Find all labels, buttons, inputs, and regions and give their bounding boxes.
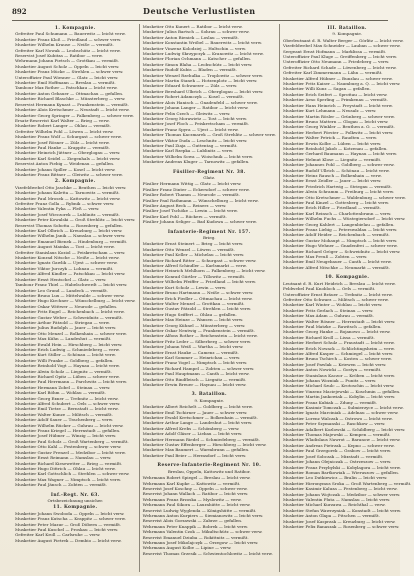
casualty-entry: Musketier Fritz Kaiser — Naumburg a. Q. — leicht verw. — [282, 81, 401, 87]
casualty-entry: Musketier Franz Kloß — Friedland — schwer verw. — [15, 36, 122, 42]
casualty-entry: Musketier Oskar Wittwer — Neurode — gefallen. — [15, 303, 118, 309]
section-gap — [143, 225, 276, 228]
section-heading: 3. Bataillon. — [191, 392, 227, 398]
casualty-entry: Musketier Otto Wenzel — Löwen — vermißt. — [142, 246, 235, 252]
casualty-entry: Musketier Alois Hanisch — Gnadenfeld — schwer verw. — [142, 99, 258, 105]
casualty-entry: Reservist Ludwig Wyglenda — Königshütte — vermißt. — [142, 507, 257, 513]
casualty-entry: Musketier Michael Kurzawa — Reichthal — verw. — [282, 502, 386, 508]
casualty-entry: Musketier Paul Kuschel — Proskau — leicht verw. — [15, 526, 119, 532]
casualty-entry: Musketier Kurt Stiller — Schönau — leicht verw. — [15, 352, 116, 358]
casualty-entry: Musketier Vinzenz Kolodziej — Hultschin — verw. — [142, 45, 247, 51]
casualty-entry: Feldwebel Paul Knobloch — Oels — vermißt. — [282, 286, 376, 292]
casualty-entry: Musketier Arthur Pätzold — Striegau — verw. — [15, 319, 111, 325]
casualty-entry: Musketier Alwin Scholz — Liegnitz — vermißt. — [15, 368, 112, 374]
casualty-entry: Musketier Johann Olejniczak — Ostrzeszow — verw. — [282, 459, 392, 465]
casualty-entry: Musketier Wladislaus Nawrot — Baranow — leicht verw. — [282, 437, 401, 443]
casualty-entry: Musketier Alfred Kindler — Patschkau — leicht verw. — [15, 271, 126, 277]
casualty-entry: Wehrmann Valentin Czok — Mikultschütz — schwer verw. — [142, 529, 263, 535]
casualty-entry: Musketier Robert Adamczyk — Kosel — vermißt. — [142, 94, 244, 100]
casualty-entry: Musketier Karl Winter — Wohlau — leicht verw. — [282, 302, 383, 308]
casualty-entry: Musketier Konstantin Wróbel — Bauerwitz — leicht verw. — [142, 40, 263, 46]
casualty-entry: Musketier Vinzenz Maciejewski — Koschmin — gefallen. — [282, 388, 401, 394]
casualty-entry: Musketier Max Kühn — Landeshut — vermißt. — [15, 336, 112, 342]
casualty-entry: Musketier Erich Seifert — Sprottau — leicht verw. — [282, 91, 388, 97]
section-heading: Füsilier-Regiment Nr. 38. — [172, 169, 246, 175]
casualty-entry: Musketier Karl Sommer — Heinrichau — verw. — [142, 354, 241, 360]
casualty-entry: Musketier Max Baumert — Warmbrunn — gefallen. — [142, 447, 250, 453]
casualty-entry: Musketier Alwin Schramm — Freiburg — leicht verw. — [282, 189, 395, 195]
casualty-entry: Musketier Reinhold Vogt — Haynau — leicht verw. — [15, 363, 120, 369]
column-right — [279, 24, 414, 572]
casualty-entry: Musketier Karl Reinsch — Charlottenbrunn — verw. — [282, 210, 392, 216]
casualty-entry: Reservist Anton Fiebig — Weidenau — gefallen. — [15, 161, 115, 167]
casualty-entry: Musketier Felix Banaszak — Rosenberg — schwer verw. — [282, 523, 400, 529]
running-title: Deutsche Verlustlisten — [143, 6, 256, 16]
casualty-entry: Musketier Josef Pawlak — Kriewen — leicht verw. — [282, 361, 387, 367]
casualty-entry: Musketier Georg Exner — Trebnitz — leicht verw. — [15, 395, 119, 401]
casualty-entry: Musketier Josef Rösner — Zülz — leicht verw. — [15, 139, 110, 145]
casualty-entry: Musketier Gustav Effenberger — Hirschberg — leicht verw. — [142, 442, 267, 448]
section-heading: 1. Kompagnie. — [54, 26, 96, 31]
casualty-entry: Musketier Georg Springer — Falkenberg — schwer verw. — [15, 112, 134, 118]
casualty-entry: Musketier Wilhelm Sowa — Woischnik — leicht verw. — [142, 153, 254, 159]
casualty-entry: Gefreiter Wilhelm Pohl — Löwen — leicht verw. — [15, 128, 114, 134]
casualty-entry: Musketier Johann Swoboda — Oppeln — leicht verw. — [15, 510, 125, 516]
casualty-entry: Musketier Viktor Jurczyk — Lohnau — vermißt. — [15, 265, 114, 271]
casualty-entry: Musketier Erich Nowack — Schlichtingsheim — verw. — [282, 345, 395, 351]
casualty-entry: Ersatz-Reservist Karl Walter — Brieg — verw. — [15, 117, 110, 123]
casualty-entry: Musketier Erwin Kolbe — Lüben — leicht verw. — [282, 140, 382, 146]
section-subheading: 9. Kompagnie. — [332, 31, 363, 37]
casualty-entry: Musketier Alfred Krebs — Schömberg — verw. — [142, 425, 240, 431]
casualty-entry: Gefreiter Karl Kroll — Carlsruhe — verw. — [15, 532, 101, 538]
casualty-entry: Reservist Thomas Grzesik — Schwientochlowitz — leicht verw. — [142, 550, 273, 556]
casualty-entry: Musketier Hugo Wehner — Gnadenfrei — schwer verw. — [282, 243, 398, 249]
casualty-entry: Musketier Leo Grund — Landeck — vermißt. — [15, 287, 109, 293]
casualty-entry: Musketier Ernst Hentschel — Glatz — verw. — [15, 276, 107, 282]
casualty-entry: Musketier Josef Wieczorek — Lublinitz — vermißt. — [15, 211, 120, 217]
casualty-entry: Musketier Bruno Mattern — Glogau — leicht verw. — [282, 118, 389, 124]
casualty-entry: Reservist Johann Wallach — Ratibor — leicht verw. — [142, 491, 249, 497]
casualty-entry: Musketier Franz Vogel — Nimptsch — leicht verw. — [142, 360, 248, 366]
casualty-entry: Musketier Franz Liebig — Peterswaldau — leicht verw. — [282, 227, 398, 233]
casualty-entry: Musketier Paul Hauptmann — Canth — leicht verw. — [142, 371, 250, 377]
text-columns — [12, 24, 412, 572]
page-number: 892 — [12, 7, 27, 16]
casualty-entry: Musketier Heinrich Jüttner — Oberglogau — verw. — [15, 150, 121, 156]
casualty-entry: Musketier Peter Szymanski — Raschkow — verw. — [282, 421, 386, 427]
casualty-entry: Gefreiter Karl Zimmermann — Lähn — vermißt. — [282, 70, 383, 76]
casualty-entry: Wehrmann August Kolbe — Lipine — verw. — [142, 545, 232, 551]
casualty-entry: Musketier Alois Kretschmer — Neustadt — leicht verw. — [15, 107, 130, 113]
casualty-entry: Musketier Max Adam — Guhrau — vermißt. — [282, 313, 375, 319]
casualty-entry: Musketier Franz Kubiak — Zduny — vermißt. — [282, 399, 378, 405]
casualty-entry: Gefreiter Otto Schwarz — Militsch — schwer verw. — [282, 296, 389, 302]
casualty-entry: Musketier Bruno Hartmann — Neiße — schwer verw. — [142, 290, 254, 296]
section-gap — [143, 387, 276, 390]
section-subheading: Breslau, Oppeln, Kattowitz und Ratibor. — [167, 468, 251, 474]
casualty-entry: Musketier Eduard Schwarzer — Zülz — verw. — [142, 83, 238, 89]
casualty-entry: Musketier Ernst Reimann — Namslau — verw. — [15, 455, 112, 461]
casualty-entry: Reservist Alois Gorzawski — Zabrze — gefallen. — [142, 518, 243, 524]
casualty-entry: Musketier Hans Heinrich — Freystadt — leicht verw. — [282, 102, 393, 108]
casualty-entry: Musketier Lorenz Walczak — Ostrowo — leicht verw. — [282, 415, 393, 421]
casualty-entry: Musketier Fritz Gerlach — Steinau — verw. — [282, 307, 374, 313]
casualty-entry: Musketier Peter Mazur — Groß Döbern — vermißt. — [15, 521, 122, 527]
casualty-entry: Musketier Josef Ploch — Peiskretscham — vermißt. — [142, 121, 250, 127]
casualty-entry: Musketier Thomas Kaczmarek — Groß Strehlitz — schwer verw. — [142, 132, 276, 138]
casualty-entry: Musketier Georg Kahlert — Langenbielau — gefallen. — [282, 221, 395, 227]
casualty-entry: Musketier Andreas Kluger — Tarnowitz — gefallen. — [142, 159, 250, 165]
casualty-entry: Musketier Erwin Breuer — Haynau — leicht verw. — [142, 382, 247, 387]
casualty-entry: Musketier Emil Neugebauer — Canth — leicht verw. — [282, 259, 392, 265]
casualty-entry: Füsilier August Beck — Reinerz — verw. — [142, 203, 227, 208]
casualty-entry: Musketier Bruno Lux — Mittelwalde — schwer verw. — [15, 292, 125, 298]
casualty-entry: Musketier Richard Opitz — Lüben — schwer verw. — [15, 374, 120, 379]
casualty-entry: Oberleutnant d. R. Walter Berger — Görlitz — leicht verw. — [282, 37, 404, 43]
casualty-entry: Musketier Stanislaus Kaczor — Kröben — leicht verw. — [282, 372, 396, 378]
casualty-entry: Musketier Hermann Zobel — Steinau — verw. — [15, 384, 111, 390]
section-subheading: Glatz. — [203, 174, 216, 180]
section-subheading: 9. Kompagnie. — [194, 397, 225, 403]
casualty-entry: Musketier Franz Kriegel — Herrnstadt — gefallen. — [15, 428, 121, 434]
casualty-entry: Musketier Max Wagner — Nimptsch — leicht verw. — [15, 476, 122, 482]
casualty-entry: Musketier Adolf Sauer — Trachenberg — verw. — [15, 417, 114, 423]
casualty-entry: Musketier Peter Kowalski — Groß Strehlitz — leicht verw. — [15, 217, 136, 223]
casualty-entry: Musketier Georg Hanke — Bojanowo — leicht verw. — [282, 329, 391, 335]
section-heading: Reserve-Infanterie-Regiment Nr. 10. — [157, 463, 262, 469]
casualty-entry: Musketier Martin Stanek — Hotzenplotz — leicht verw. — [142, 78, 258, 84]
casualty-entry: Füsilier Hermann Wittig — Glatz — leicht verw. — [142, 181, 242, 187]
casualty-entry: Musketier Walter Kunze — Militsch — vermißt. — [15, 411, 113, 417]
casualty-entry: Musketier Konrad Gürtler — Tillowitz — vermißt. — [142, 273, 246, 279]
casualty-entry: Musketier Kasimir Tomczak — Sulmierzyce — leicht verw. — [282, 405, 404, 411]
casualty-entry: Musketier August Mainka — Tost — leicht verw. — [15, 244, 115, 250]
casualty-entry: Füsilier Franz Dinter — Eckersdorf — schwer verw. — [142, 186, 250, 192]
casualty-entry: Musketier Johann Langer — Ratibor — leicht verw. — [142, 105, 249, 111]
casualty-entry: Musketier Franz Wolf — Schurgast — schwer verw. — [15, 134, 122, 140]
casualty-entry: Füsilier Johann Seliger — Bad Kudowa — schwer verw. — [142, 219, 257, 225]
casualty-entry: Musketier Adolf Heider — Reichenbach — vermißt. — [282, 232, 390, 238]
casualty-entry: Sergeant Ernst Hofmann — Marklissa — vermißt. — [282, 48, 387, 54]
casualty-entry: Musketier Hermann Riedel — Schmiedeberg — vermißt. — [142, 436, 261, 442]
casualty-entry: Musketier Konrad Nitsche — Neiße — leicht verw. — [15, 255, 120, 261]
casualty-entry: Musketier Kasimir Kaluza — Festenberg — leicht verw. — [282, 486, 398, 492]
casualty-entry: Musketier Herbert Schulz — Fraustadt — leicht verw. — [282, 340, 395, 346]
casualty-entry: Wehrmann Josef Mikolajczyk — Orzegow — leicht verw. — [142, 539, 259, 545]
casualty-entry: Musketier Friedrich Hartwig — Striegau — vermißt. — [282, 183, 392, 189]
casualty-entry: Musketier Gustav Mohaupt — Nimptsch — leicht verw. — [282, 237, 398, 243]
casualty-entry: Musketier Fritz Leder — Silberberg — schwer verw. — [142, 338, 252, 344]
section-gap — [283, 270, 411, 273]
casualty-entry: Musketier Robert Langer — Ohlau — vermißt. — [15, 123, 112, 129]
casualty-entry: Musketier Georg Winkler — Beuthen a. O. — vermißt. — [282, 124, 395, 130]
casualty-entry: Wehrmann Anton Kurpiers — Siemianowitz — leicht verw. — [142, 512, 264, 518]
casualty-entry: Musketier Walter Rösner — Herrnstadt — leicht verw. — [282, 318, 396, 324]
section-heading: 2. Kompagnie. — [54, 179, 96, 185]
casualty-entry: Musketier Karl Olbrich — Kreuzburg — leicht verw. — [15, 228, 123, 234]
casualty-entry: Musketier Heinz Rausch — Bolkenhain — verw. — [282, 172, 382, 178]
casualty-entry: Musketier Otto Rindfleisch — Liegnitz — vermißt. — [142, 376, 247, 382]
casualty-entry: Musketier Paul Hanke — Krappitz — vermißt. — [15, 144, 111, 150]
casualty-entry: Musketier Paul Scholz — Groß Wartenberg — vermißt. — [15, 438, 129, 444]
casualty-entry: Musketier Gustav Pätzold — Strehlen — leicht verw. — [142, 306, 252, 312]
casualty-entry: Reservist Hermann Kynast — Frankenstein — vermißt. — [15, 101, 129, 107]
casualty-entry: Musketier Ignatz Gawlik — Ujest — schwer verw. — [15, 260, 118, 266]
section-heading: Infanterie-Regiment Nr. 157. — [167, 229, 251, 235]
casualty-entry: Musketier Richard Ritter — Schurgast — schwer verw. — [142, 257, 257, 263]
column-middle — [139, 24, 279, 572]
casualty-entry: Musketier Paul Matzke — Rawitsch — gefallen. — [282, 323, 382, 329]
casualty-entry: Musketier Ewald Hein — Hirschberg — leicht verw. — [15, 341, 123, 347]
casualty-entry: Musketier Richard Gröger — Schweidnitz — leicht verw. — [282, 248, 401, 254]
section-gap — [143, 165, 276, 168]
casualty-entry: Musketier Walter Petrick — Raudten — verw. — [282, 135, 378, 141]
casualty-entry: Musketier Gustav Weber — Schweidnitz — vermißt. — [15, 314, 123, 320]
casualty-entry: Musketier Stefan Wawrzyniak — Konstadt — leicht verw. — [282, 507, 402, 513]
casualty-entry: Musketier Ernst Zeidler — Jauer — leicht verw. — [282, 178, 382, 184]
casualty-entry: Musketier Walter Menzel — Grottkau — vermißt. — [142, 300, 245, 306]
casualty-entry: Musketier Hugo Dittrich — Ohlau — leicht verw. — [15, 465, 116, 471]
casualty-entry: Musketier Heinrich Mehlhorn — Falkenberg — leicht verw. — [142, 268, 266, 274]
casualty-entry: Unteroffizier Ernst Bräuer — Trebnitz — leicht verw. — [282, 291, 393, 297]
casualty-entry: Musketier Kurt Lehmann — Neusalz — verw. — [282, 108, 377, 114]
casualty-entry: Vizefeldwebel Otto Jaschke — Beuthen — leicht verw. — [15, 184, 127, 190]
casualty-entry: Musketier Alfred Hübner — Bunzlau — schwer verw. — [282, 75, 393, 81]
casualty-entry: Musketier Arthur Lange — Landeshut — leicht verw. — [142, 420, 253, 426]
casualty-entry: Musketier Wenzel Rzehulka — Troplowitz — schwer verw. — [142, 72, 264, 78]
casualty-entry: Musketier Karl Böhm — Wohlau — vermißt. — [15, 390, 106, 396]
casualty-entry: Musketier Valentin Pluta — Namslau — leicht verw. — [282, 496, 391, 502]
casualty-entry: Musketier Georg Kühnel — Münsterberg — verw. — [142, 322, 246, 328]
casualty-entry: Musketier Wilhelm Rücker — Guhrau — leicht verw. — [15, 422, 124, 428]
casualty-entry: Leutnant d. R. Kurt Heidrich — Breslau — leicht verw. — [282, 280, 396, 286]
casualty-entry: Musketier Johann Wozniak — Punitz — verw. — [282, 378, 377, 383]
casualty-entry: Musketier Paul Ziaja — Guttentag — vermißt. — [142, 142, 238, 148]
casualty-entry: Gefreiter Richard Schade — Löwenberg — leicht verw. — [282, 64, 397, 70]
casualty-entry: Reservist Josef Koschny — Oppeln — schwer verw. — [142, 485, 248, 491]
casualty-entry: Musketier Oskar Nentwig — Frankenstein — vermißt. — [142, 327, 255, 333]
casualty-entry: Musketier Karl Seidel — Ziegenhals — leicht verw. — [15, 155, 121, 161]
casualty-entry: Füsilier Paul Rathmann — Wünschelburg — leicht verw. — [142, 197, 259, 203]
casualty-entry: Musketier Franz Spyra — Ujest — leicht verw. — [142, 126, 239, 132]
page-header — [12, 6, 388, 18]
casualty-entry: Musketier Wilhelm Pfeiffer — Friedland — leicht verw. — [142, 279, 257, 285]
casualty-entry: Musketier Anton Nowicki — Gostyn — vermißt. — [282, 367, 382, 373]
casualty-entry: Gefreiter Stanislaus Koziol — Peiskretscham — verw. — [15, 249, 126, 255]
casualty-entry: Musketier Josef Kasprzak — Kreuzburg — leicht verw. — [282, 518, 396, 524]
casualty-entry: Musketier Richard Kiesewetter — Brieg — vermißt. — [15, 460, 123, 466]
casualty-entry: Musketier Ludwig Skrzypczyk — Kranowitz — leicht verw. — [142, 51, 264, 57]
casualty-entry: Musketier Michael Szulc — Krotoschin — leicht verw. — [282, 383, 395, 389]
casualty-entry: Musketier Anton Glapa — Pitschen — vermißt. — [282, 513, 380, 519]
casualty-entry: Musketier Ewald Kretschmer — Bolkenhain — vermißt. — [142, 415, 258, 421]
casualty-entry: Musketier Franz Mücke — Strehlen — schwer verw. — [15, 69, 124, 75]
casualty-entry: Musketier Martin Jankowiak — Kobylin — leicht verw. — [282, 394, 396, 400]
casualty-entry: Musketier Johann Kaletta — Tarnowitz — vermißt. — [15, 190, 120, 196]
casualty-entry: Musketier Paul Keller — Michelau — leicht verw. — [142, 252, 245, 258]
casualty-entry: Musketier Martin Rösler — Grünberg — schwer verw. — [282, 113, 395, 119]
casualty-entry: Musketier Hugo Seiffert — Ohlau — gefallen. — [142, 311, 237, 317]
casualty-entry: Musketier Wilhelm Janik — Namslau — schwer verw. — [15, 233, 126, 239]
casualty-entry: Musketier Anton Bieniek — Loslau — vermißt. — [142, 34, 239, 40]
casualty-entry: Musketier Paul Herrmann — Parchwitz — leicht verw. — [15, 379, 128, 385]
casualty-entry: Füsilier Robert Thamm — Neurode — vermißt. — [142, 192, 240, 198]
casualty-entry: Musketier Herbert Förster — Polkwitz — leicht verw. — [282, 129, 394, 135]
casualty-entry: Musketier Bruno Tschirch — Kosten — schwer verw. — [282, 356, 392, 362]
section-subheading: Ortsbezeichnung unsicher. — [47, 497, 104, 503]
casualty-entry: Musketier Willi Kunz — Sagan — gefallen. — [282, 86, 371, 92]
casualty-entry: Musketier Johann Spiller — Kosel — leicht verw. — [15, 166, 116, 172]
casualty-entry: Musketier Alfred Kasper — Schmiegel — leicht verw. — [282, 350, 394, 356]
casualty-entry: Füsilier Josef Tschöke — Lewin — leicht verw. — [142, 208, 238, 214]
casualty-entry: Musketier Franz Przybylski — Kobylagora — leicht verw. — [282, 464, 401, 470]
casualty-entry: Musketier Emil Tschirner — Jauer — schwer verw. — [142, 409, 248, 415]
casualty-entry: Gefreiter Paul Schumann — Bauerwitz — leicht verw. — [15, 31, 126, 37]
casualty-entry: Musketier Richard Kroll — Lissa — vermißt. — [282, 334, 375, 340]
casualty-entry: Musketier Josef Hübner — Winzig — leicht verw. — [15, 433, 117, 439]
section-heading: III. Bataillon. — [327, 26, 367, 31]
casualty-entry: Musketier Otto Kunert — Ratibor — leicht verw. — [142, 24, 243, 29]
casualty-entry: Musketier Bernhard Ulbrich — Oberglogau — leicht verw. — [142, 88, 264, 94]
casualty-entry: Musketier Franz Bittner — Gleiwitz — schwer verw. — [15, 171, 123, 177]
casualty-entry: Musketier Max Heinze — Wansen — leicht verw. — [142, 317, 244, 323]
casualty-entry: Musketier August Scholz — Oppeln — leicht verw. — [15, 63, 120, 69]
section-gap — [143, 458, 276, 461]
casualty-entry: Musketier Rudolf Kubis — Bladen — vermißt. — [142, 67, 238, 73]
casualty-entry: Musketier Julius Bartsch — Sohrau — schwer verw. — [142, 29, 250, 35]
casualty-entry: Musketier Franz Kutscha — Krappitz — schwer verw. — [15, 516, 126, 522]
casualty-entry: Musketier Alfred Nitschke — Neumarkt — vermißt. — [282, 264, 390, 270]
casualty-entry: Musketier Johann Weiß — Wartha — leicht verw. — [142, 344, 244, 350]
casualty-entry: Musketier Emanuel Bienek — Hindenburg — vermißt. — [15, 238, 128, 244]
casualty-entry: Tambour Franz Thiel — Habelschwerdt — leicht verw. — [15, 282, 128, 288]
casualty-entry: Tambour Max Rother — Patschkau — leicht verw. — [15, 85, 118, 91]
casualty-entry: Musketier Hugo Kirchner — Wünschelburg — leicht verw. — [15, 298, 136, 304]
casualty-entry: Reservist Emanuel Dziuba — Rokittnitz — vermißt. — [142, 534, 249, 540]
casualty-entry: Musketier Ernst Steinert — Brieg — leicht verw. — [142, 241, 244, 247]
section-heading: 11. Kompagnie. — [53, 505, 98, 511]
casualty-entry: Musketier Julius Rudolph — Jauer — leicht verw. — [15, 325, 117, 331]
casualty-entry: Musketier Adolf Gläser — Liebau — leicht verw. — [142, 431, 243, 437]
casualty-entry: Musketier Alfons Rother — Reichenstein — leicht verw. — [142, 333, 258, 339]
casualty-entry: Musketier August Pietrek — Dembio — leicht verw. — [15, 537, 122, 543]
casualty-entry: Musketier Viktor Duda — Leschnitz — leicht verw. — [142, 137, 248, 143]
casualty-entry: Wehrmann Paul Sikora — Laurahütte — leicht verw. — [142, 502, 251, 508]
casualty-entry: Musketier Gerhard Baumann — Haynau — leicht verw. — [282, 151, 398, 157]
casualty-entry: Musketier Alfred Schindler — Karlsmarkt — verw. — [142, 263, 247, 269]
casualty-entry: Musketier Gustav Frenzel — Medzibor — leicht verw. — [15, 449, 126, 455]
casualty-entry: Musketier Josef Sobczak — Mixstadt — vermißt. — [282, 453, 384, 459]
casualty-entry: Musketier Kurt Scholz — Lewin — verw. — [142, 284, 227, 290]
casualty-entry: Reservist Thomas Sobotta — Rosenberg — gefallen. — [15, 222, 123, 228]
casualty-entry: Musketier Anton Gebauer — Ottmachau — gefallen. — [15, 90, 124, 96]
casualty-entry: Musketier Valentin Pyka — Pleß — verw. — [15, 206, 100, 212]
casualty-entry: Musketier Reinhold Jakob — Kotzenau — gefallen. — [282, 145, 388, 151]
casualty-entry: Musketier Otto Menzel — Bolkenhain — schwer verw. — [15, 330, 127, 336]
casualty-entry: Musketier Andreas Pietrzak — Kepno — schwer verw. — [282, 442, 395, 448]
casualty-entry: Unteroffizier Paul Wiesner — Glatz — leicht verw. — [15, 74, 119, 80]
casualty-entry: Musketier Erich Fiedler — Ottmachau — leicht verw. — [142, 295, 253, 301]
casualty-entry: Gefreiter Karl Nowak — Leobschütz — leicht verw. — [15, 47, 121, 53]
casualty-entry: Musketier Willi Franke — Goldberg — gefallen. — [15, 357, 114, 363]
casualty-entry: Musketier Paul Jänsch — Zobten — vermißt. — [15, 482, 108, 488]
casualty-entry: Musketier Adalbert Kozlowski — Schildberg — leicht verw. — [282, 426, 406, 432]
casualty-entry: Musketier Emil Tietze — Bernstadt — leicht verw. — [15, 406, 119, 412]
section-heading: 10. Kompagnie. — [325, 275, 370, 281]
casualty-entry: Musketier Johannes Pohl — Goldberg — schwer verw. — [282, 162, 395, 168]
casualty-entry: Füsilier Karl Pohl — Rückers — vermißt. — [142, 213, 227, 219]
casualty-entry: Musketier Richard Hampel — Zobten — schwer verw. — [142, 365, 255, 371]
casualty-entry: Unteroffizier Otto Neumann — Friedeberg — verw. — [282, 59, 390, 65]
casualty-entry: Wehrmann Robert Spiegel — Breslau — leicht verw. — [142, 475, 251, 481]
casualty-entry: Musketier Erich Hiller — Friedland — vermißt. — [282, 205, 381, 211]
casualty-entry: Wehrmann Karl Kupke — Kattowitz — vermißt. — [142, 480, 241, 486]
casualty-entry: Musketier Paul Kinzel — Gottesberg — leicht verw. — [282, 200, 390, 205]
casualty-entry: Musketier Emil Hoffmann — Breslau — vermißt. — [15, 80, 116, 86]
casualty-entry: Musketier Fritz Engel — Reichenbach — leicht verw. — [15, 309, 125, 315]
casualty-entry: Wehrmann Peter Knappik — Bobrek — leicht verw. — [142, 523, 249, 529]
casualty-entry: Musketier Florian Ochmann — Katscher — gefallen. — [142, 56, 252, 62]
casualty-entry: Musketier Helmut Klose — Liegnitz — vermißt. — [282, 156, 382, 162]
casualty-entry: Wehrmann Johann Pietsch — Grottkau — vermißt. — [15, 58, 120, 64]
column-left — [12, 24, 139, 572]
casualty-entry: Musketier Rudolf Ullrich — Schönau — leicht verw. — [282, 167, 390, 173]
casualty-entry: Musketier Hieronymus Sroka — Groß Wartenberg — vermißt. — [282, 480, 412, 486]
casualty-entry: Musketier Paul Grzegorek — Grabow — leicht verw. — [282, 448, 392, 454]
casualty-entry: Musketier Richard Blaschke — Münsterberg — verw. — [15, 96, 126, 102]
section-heading: Inf.-Regt. Nr. 63. — [50, 492, 100, 498]
casualty-entry: Reservist Josef Kubitza — Ratibor — verw. — [15, 53, 103, 59]
casualty-entry: Musketier Thomas Majewski — Kempen — vermißt. — [282, 432, 391, 438]
casualty-entry: Musketier Wilhelm Krause — Neiße — vermißt. — [15, 42, 114, 48]
casualty-entry: Musketier Karl Gottschlich — Strehlen — schwer verw. — [15, 471, 130, 477]
casualty-entry: Musketier Otto Kretschmer — Waldenburg — schwer verw. — [282, 194, 406, 200]
casualty-entry: Wehrmann Franz Brzoska — Myslowitz — verw. — [142, 496, 242, 502]
casualty-entry: Vizefeldwebel Max Schneider — Lauban — schwer verw. — [282, 43, 401, 49]
casualty-entry: Musketier Georg Morawietz — Tost — leicht verw. — [142, 115, 248, 121]
casualty-entry: Musketier Paul Mrosek — Kattowitz — leicht verw. — [15, 195, 121, 201]
casualty-entry: Musketier Leo Dutkiewicz — Bralin — leicht verw. — [282, 475, 388, 481]
casualty-entry: Musketier Max Preuß — Zobten — verw. — [282, 254, 368, 260]
casualty-entry: Musketier Roman Bartkowiak — Wieruszow — gefallen. — [282, 469, 400, 475]
casualty-entry: Unteroffizier Paul Kluge — Greiffenberg — leicht verw. — [282, 54, 398, 60]
casualty-entry: Musketier Simon Blaha — Leobschütz — leicht verw. — [142, 61, 253, 67]
section-subheading: Brieg. — [202, 235, 216, 241]
casualty-entry: Gefreiter Franz Golla — Rybnik — schwer verw. — [15, 201, 115, 206]
casualty-entry: Musketier Karl Rzepka — Lublinitz — verw. — [142, 148, 234, 154]
header-rule — [12, 20, 388, 21]
casualty-entry: Musketier Otto Kahl — Festenberg — schwer verw. — [15, 444, 122, 450]
casualty-entry: Musketier Erich Ludwig — Schmiedeberg — verw. — [15, 346, 120, 352]
casualty-entry: Musketier Albert Reichelt — Goldberg — leicht verw. — [142, 404, 253, 410]
casualty-entry: Musketier Alfred Schubert — Oels — schwer verw. — [15, 401, 121, 407]
casualty-entry: Musketier Ernst Hauke — Camenz — vermißt. — [142, 349, 239, 355]
casualty-entry: Musketier Wilhelm Fuchs — Wüstegiersdorf — leicht verw. — [282, 216, 406, 222]
casualty-entry: Musketier Paul Beier — Hermsdorf — leicht verw. — [142, 452, 247, 458]
casualty-entry: Musketier Felix Czech — Gleiwitz — verw. — [142, 110, 231, 116]
casualty-entry: Musketier Ignatz Marciniak — Adelnau — schwer verw. — [282, 410, 399, 416]
casualty-entry: Musketier Arno Sperling — Primkenau — vermißt. — [282, 97, 388, 103]
casualty-entry: Musketier Johann Wojtczak — Medzibor — schwer verw. — [282, 491, 401, 497]
section-gap — [15, 488, 136, 491]
